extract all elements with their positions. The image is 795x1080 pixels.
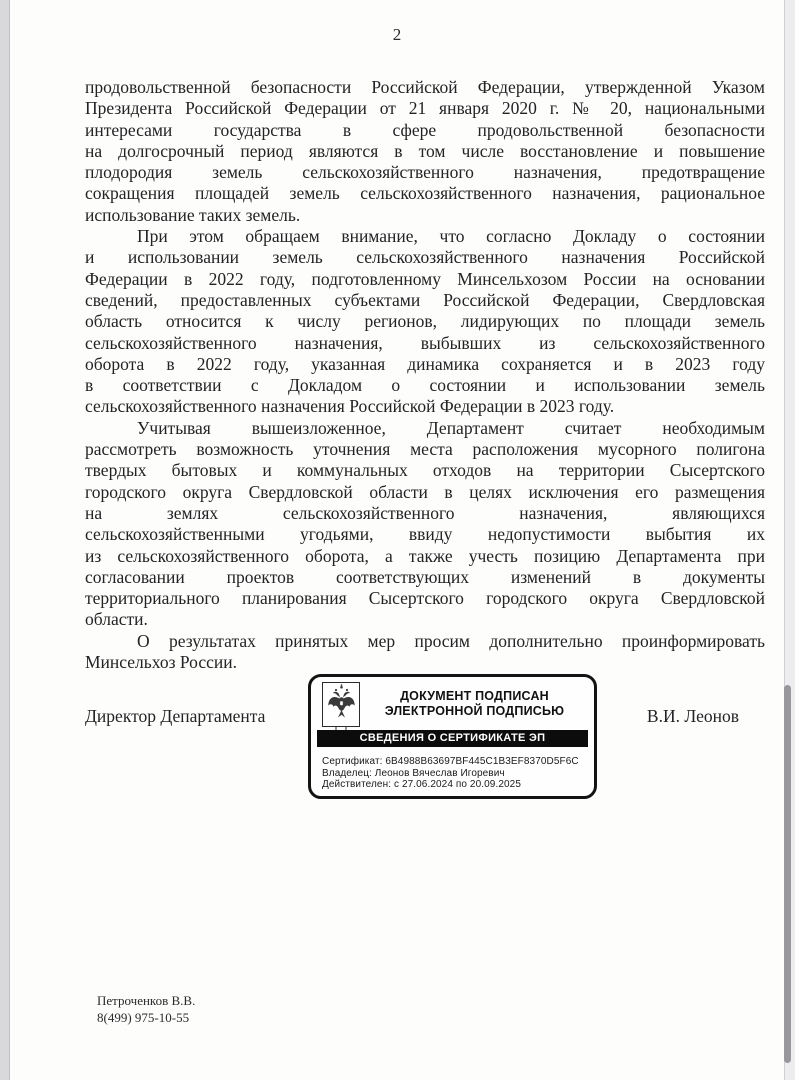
stamp-title	[363, 689, 586, 718]
document-footer	[97, 993, 195, 1026]
certificate-detail-line: Действителен: с 27.06.2024 по 20.09.2025	[322, 779, 521, 791]
text-line: О результатах принятых мер просим дополнительно проинформировать	[137, 630, 765, 651]
text-line: плодородия земель сельскохозяйственного назначения, предотвращение	[85, 162, 765, 183]
text-line: сокращения площадей земель сельскохозяйственного назначения, рациональное	[85, 183, 765, 204]
text-line: сельскохозяйственного назначения, выбывших из сельскохозяйственного	[85, 332, 765, 353]
text-line: Минсельхоз России.	[85, 652, 237, 673]
digital-signature-stamp	[308, 674, 597, 799]
text-line: область относится к числу регионов, лидирующих по площади земель	[85, 311, 765, 332]
document-body	[85, 77, 765, 673]
text-line: рассмотреть возможность уточнения места расположения мусорного полигона	[85, 439, 765, 460]
page-number: 2	[392, 25, 402, 44]
text-line: в соответствии с Докладом о состоянии и использовании земель	[85, 375, 765, 396]
certificate-detail-line: Владелец: Леонов Вячеслав Игоревич	[322, 767, 505, 779]
signer-name: В.И. Леонов	[646, 706, 739, 727]
text-line: территориального планирования Сысертского городского округа Свердловской	[85, 588, 765, 609]
document-page	[10, 0, 784, 1080]
text-line: сельскохозяйственного назначения Российской Федерации в 2023 году.	[85, 396, 615, 417]
certificate-banner: СВЕДЕНИЯ О СЕРТИФИКАТЕ ЭП	[317, 730, 588, 747]
stamp-title-line2: ЭЛЕКТРОННОЙ ПОДПИСЬЮ	[384, 703, 565, 718]
scrollbar-thumb[interactable]	[784, 685, 791, 1063]
text-line: сведений, предоставленных субъектами Российской Федерации, Свердловская	[85, 289, 765, 310]
text-line: области.	[85, 609, 148, 630]
text-line: оборота в 2022 году, указанная динамика сохраняется и в 2023 году	[85, 353, 765, 374]
text-line: и использовании земель сельскохозяйственного назначения Российской	[85, 247, 765, 268]
certificate-details	[322, 756, 588, 790]
certificate-detail-line: Сертификат: 6B4988B63697BF445C1B3EF8370D5F6C	[322, 756, 579, 768]
executor-name: Петроченков В.В.	[97, 993, 196, 1008]
signature-block	[85, 674, 765, 800]
text-line: Президента Российской Федерации от 21 января 2020 г. № 20, национальными	[85, 98, 765, 119]
text-line: на землях сельскохозяйственного назначения, являющихся	[85, 502, 765, 523]
text-line: твердых бытовых и коммунальных отходов на территории Сысертского	[85, 460, 765, 481]
stamp-title-line1: ДОКУМЕНТ ПОДПИСАН	[400, 689, 549, 704]
text-line: на долгосрочный период являются в том числе восстановление и повышение	[85, 140, 765, 161]
text-line: сельскохозяйственными угодьями, ввиду недопустимости выбытия их	[85, 524, 765, 545]
signer-position: Директор Департамента	[85, 706, 266, 727]
text-line: городского округа Свердловской области в целях исключения его размещения	[85, 481, 765, 502]
text-line: интересами государства в сфере продовольственной безопасности	[85, 119, 765, 140]
text-line: использование таких земель.	[85, 204, 301, 225]
text-line: продовольственной безопасности Российской Федерации, утвержденной Указом	[85, 77, 765, 97]
text-line: Федерации в 2022 году, подготовленному Минсельхозом России на основании	[85, 268, 765, 289]
text-line: из сельскохозяйственного оборота, а также учесть позицию Департамента при	[85, 545, 765, 566]
text-line: согласовании проектов соответствующих изменений в документы	[85, 566, 765, 587]
text-line: Учитывая вышеизложенное, Департамент считает необходимым	[137, 417, 765, 438]
photo-edge-left	[0, 0, 10, 1080]
text-line: При этом обращаем внимание, что согласно Докладу о состоянии	[137, 226, 765, 247]
coat-of-arms-icon	[322, 682, 360, 727]
executor-phone: 8(499) 975-10-55	[97, 1009, 190, 1025]
